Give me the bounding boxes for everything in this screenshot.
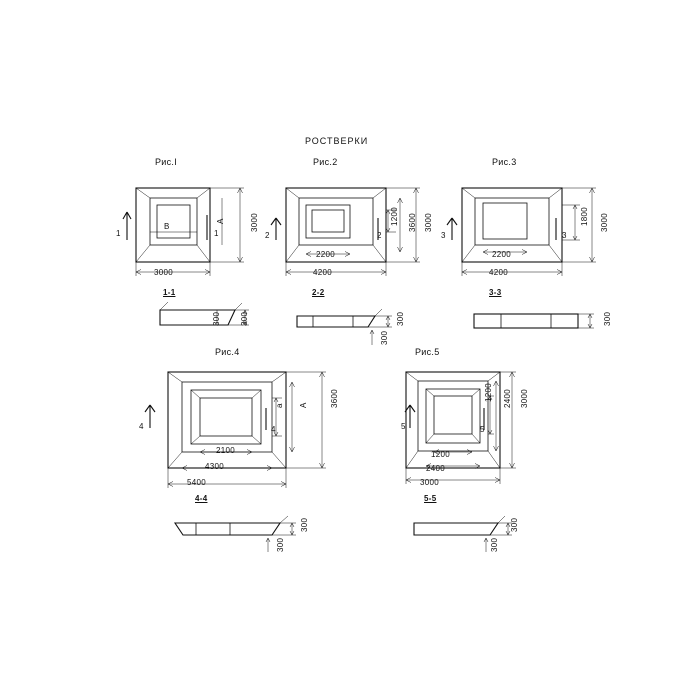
fig1-dim-right-outer: 3000 [250,213,259,232]
fig3-section-mark-left: 3 [441,231,446,240]
fig5-section-label: 5-5 [424,494,437,503]
fig4-section-dim-step: 300 [276,537,285,552]
fig5-dim-bottom-inner: 1200 [431,450,450,459]
fig3-dim-bottom-inner: 2200 [492,250,511,259]
fig4-section-mark-right: 4 [271,425,276,434]
fig3-dim-right-outer: 3000 [600,213,609,232]
fig2-plan [271,188,420,276]
fig1-section-label: 1-1 [163,288,176,297]
fig2-dim-bottom-inner: 2200 [316,250,335,259]
fig1-dim-bottom: 3000 [154,268,173,277]
fig5-dim-bottom-outer: 3000 [420,478,439,487]
fig2-section-dim-h: 300 [396,311,405,326]
fig4-dim-right-small: a [275,403,284,408]
fig3-section [474,314,594,328]
figure-caption-3: Рис.3 [492,157,517,167]
fig5-section [414,516,512,552]
fig2-section-label: 2-2 [312,288,325,297]
figure-caption-1: Рис.I [155,157,178,167]
fig2-section [297,309,392,345]
fig2-dim-right-small: 1200 [390,207,399,226]
fig4-section [175,516,296,552]
fig5-section-mark-left: 5 [401,422,406,431]
fig5-dim-right-outer: 3000 [520,389,529,408]
fig3-section-label: 3-3 [489,288,502,297]
fig5-dim-bottom-mid: 2400 [426,464,445,473]
fig4-section-dim-h: 300 [300,517,309,532]
fig5-section-mark-right: 5 [480,425,485,434]
fig5-dim-right-inner: 2400 [503,389,512,408]
fig5-dim-right-small: 1200 [484,383,493,402]
fig1-dim-letter-h: B [164,222,170,231]
fig2-section-mark-right: 2 [377,231,382,240]
fig4-dim-bottom-outer: 5400 [187,478,206,487]
fig2-dim-right-inner: 3600 [408,213,417,232]
fig4-section-mark-left: 4 [139,422,144,431]
fig5-plan [405,372,516,484]
figure-caption-5: Рис.5 [415,347,440,357]
fig3-section-dim-h: 300 [603,311,612,326]
fig5-section-dim-h: 300 [510,517,519,532]
fig1-dim-letter-v: A [216,218,225,224]
fig2-section-mark-left: 2 [265,231,270,240]
fig2-section-dim-step: 300 [380,330,389,345]
fig3-dim-bottom-outer: 4200 [489,268,508,277]
fig3-dim-right-inner: 1800 [580,207,589,226]
fig1-section [160,302,249,325]
fig1-section-dim-step: 300 [212,311,221,326]
fig3-plan [447,188,596,276]
figure-caption-2: Рис.2 [313,157,338,167]
fig1-section-dim-h: 300 [240,311,249,326]
fig3-section-mark-right: 3 [562,231,567,240]
fig4-dim-bottom-mid: 4300 [205,462,224,471]
fig1-section-mark-left: 1 [116,229,121,238]
fig1-plan [123,188,244,276]
fig4-dim-bottom-inner: 2100 [216,446,235,455]
fig1-section-mark-right: 1 [214,229,219,238]
sheet-title: РОСТВЕРКИ [305,136,369,146]
fig4-dim-right-outer: 3600 [330,389,339,408]
fig4-dim-right-inner: A [299,402,308,408]
fig5-section-dim-step: 300 [490,537,499,552]
fig4-plan [145,372,326,488]
figure-caption-4: Рис.4 [215,347,240,357]
fig2-dim-bottom-outer: 4200 [313,268,332,277]
fig4-section-label: 4-4 [195,494,208,503]
fig2-dim-right-outer: 3000 [424,213,433,232]
